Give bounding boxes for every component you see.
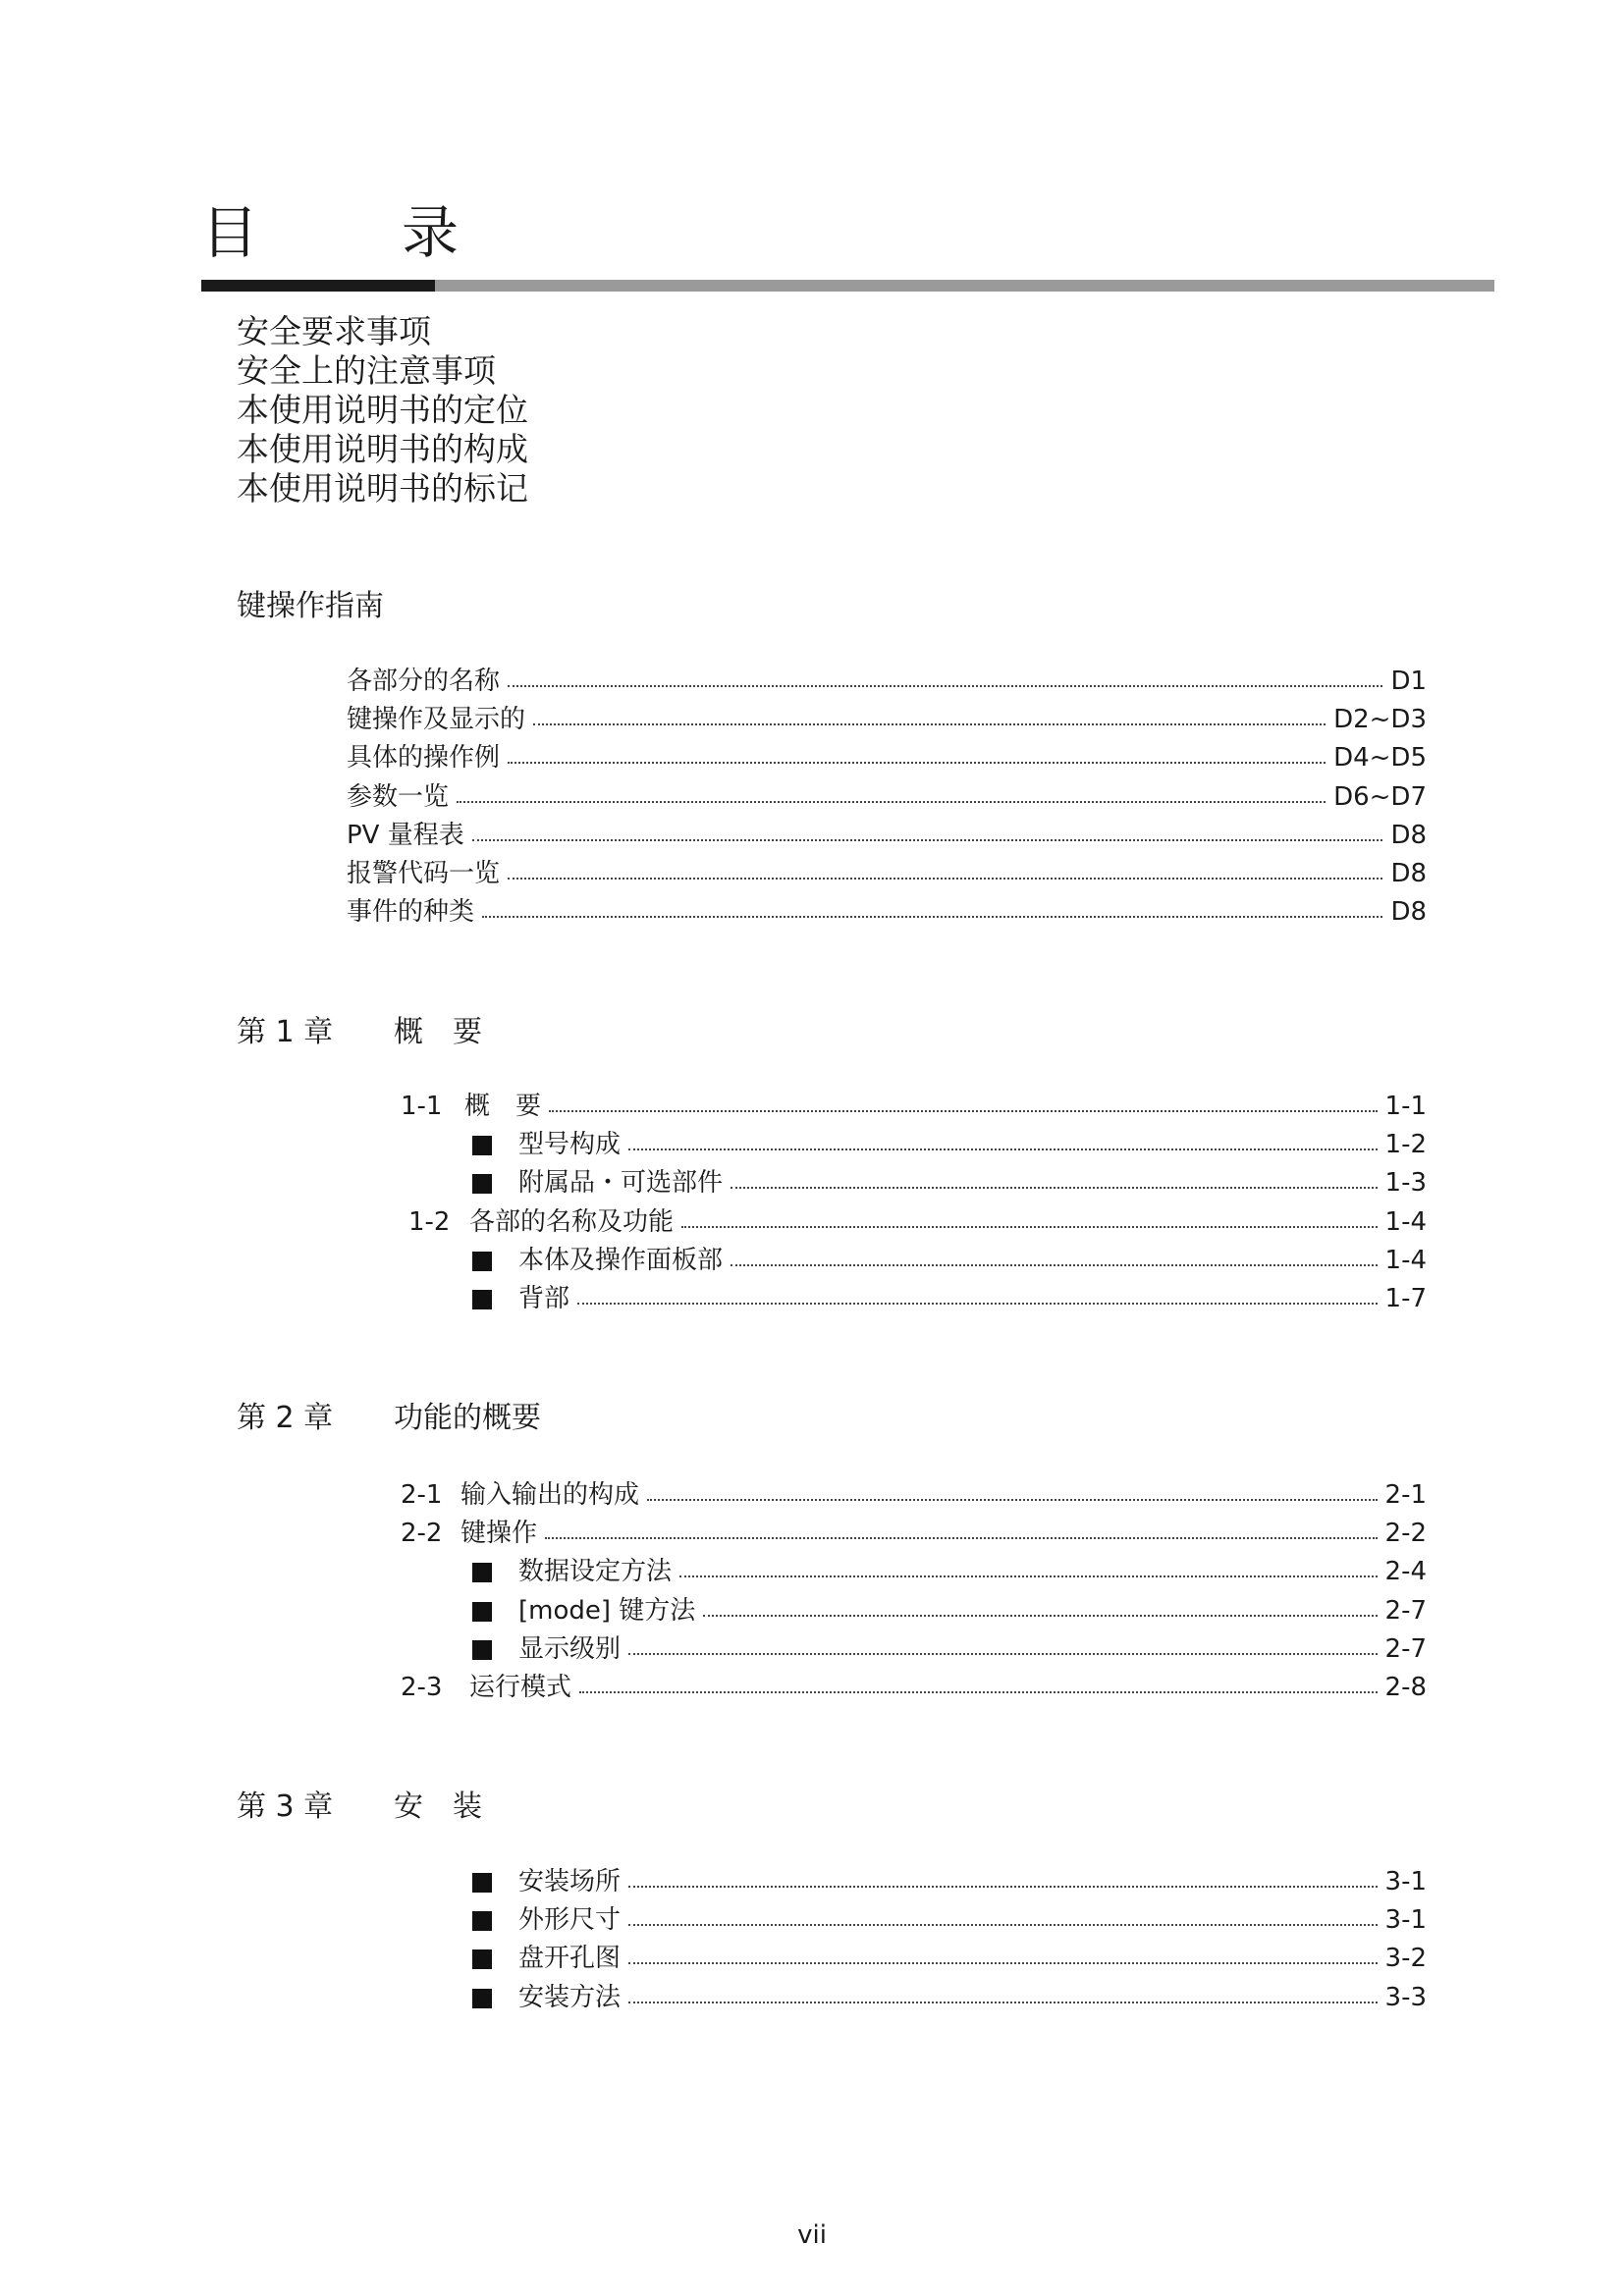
dot-leader <box>628 1148 1378 1150</box>
toc-page-number: D4~D5 <box>1333 743 1427 774</box>
toc-entry-label: 安装方法 <box>518 1982 622 2012</box>
bullet-square-icon <box>472 1174 492 1194</box>
toc-entry-label: 输入输出的构成 <box>460 1480 640 1510</box>
toc-page-number: 2-7 <box>1384 1633 1427 1664</box>
toc-page-number: 2-4 <box>1384 1557 1427 1587</box>
bullet-square-icon <box>472 1873 492 1893</box>
dot-leader <box>482 916 1382 918</box>
toc-entry-label: 外形尺寸 <box>518 1905 622 1936</box>
dot-leader <box>731 1264 1378 1266</box>
toc-page-number: 3-3 <box>1384 1982 1427 2012</box>
toc-page-number: 1-2 <box>1384 1130 1427 1160</box>
toc-entry[interactable] <box>0 1088 1624 1126</box>
chapter-title: 功能的概要 <box>394 1401 541 1435</box>
dot-leader <box>628 1886 1378 1888</box>
toc-entry-label: 各部的名称及功能 <box>469 1206 675 1237</box>
toc-page-number: 1-4 <box>1384 1206 1427 1237</box>
dot-leader <box>628 1653 1378 1655</box>
toc-page-number: 1-4 <box>1384 1245 1427 1275</box>
front-matter-item[interactable]: 本使用说明书的定位 <box>237 391 528 429</box>
toc-page-number: 1-1 <box>1384 1092 1427 1121</box>
toc-entry[interactable] <box>0 1242 1624 1280</box>
section-number: 1-2 <box>408 1206 451 1237</box>
front-matter-item[interactable]: 安全上的注意事项 <box>237 351 496 390</box>
toc-page-number: D6~D7 <box>1333 781 1427 812</box>
toc-entry[interactable] <box>0 1863 1624 1901</box>
bullet-square-icon <box>472 1563 492 1582</box>
bullet-square-icon <box>472 1911 492 1931</box>
toc-entry[interactable] <box>0 663 1624 701</box>
toc-entry[interactable] <box>0 1901 1624 1940</box>
page-title: 目 录 <box>201 199 503 266</box>
toc-entry-label: 盘开孔图 <box>518 1944 622 1974</box>
dot-leader <box>577 1303 1378 1305</box>
toc-page-number: 3-1 <box>1384 1867 1427 1896</box>
toc-entry[interactable] <box>0 1476 1624 1515</box>
toc-entry-label: 参数一览 <box>347 781 450 812</box>
toc-page-number: 3-2 <box>1384 1944 1427 1974</box>
toc-entry[interactable] <box>0 1280 1624 1318</box>
front-matter-item[interactable]: 本使用说明书的标记 <box>237 469 528 507</box>
toc-entry-label: 数据设定方法 <box>518 1557 673 1587</box>
dot-leader <box>628 1924 1378 1926</box>
toc-entry[interactable] <box>0 893 1624 932</box>
toc-entry-label: 显示级别 <box>518 1633 622 1664</box>
toc-entry[interactable] <box>0 701 1624 739</box>
front-matter-item[interactable]: 本使用说明书的构成 <box>237 430 528 468</box>
toc-entry[interactable] <box>0 817 1624 855</box>
toc-entry-label: 附属品・可选部件 <box>518 1168 724 1199</box>
dot-leader <box>545 1537 1378 1539</box>
page-number: vii <box>797 2220 827 2250</box>
chapter-label: 第 1 章 <box>237 1015 334 1049</box>
toc-page-number: 2-2 <box>1384 1519 1427 1549</box>
front-matter-list <box>237 312 528 508</box>
toc-page-number: D8 <box>1390 820 1427 850</box>
toc-page-number: D8 <box>1390 859 1427 888</box>
chapter-2-heading <box>237 1401 541 1435</box>
toc-entry-label: 概 要 <box>464 1092 542 1121</box>
dot-leader <box>508 685 1382 687</box>
toc-entry-label: 型号构成 <box>518 1130 622 1160</box>
toc-entry-label: 本体及操作面板部 <box>518 1245 724 1275</box>
section-title: 键操作指南 <box>237 589 384 623</box>
toc-entry[interactable] <box>0 778 1624 817</box>
bullet-square-icon <box>472 1949 492 1969</box>
toc-entry[interactable] <box>0 1553 1624 1591</box>
section-number: 2-2 <box>401 1519 443 1549</box>
toc-page-number: 3-1 <box>1384 1905 1427 1936</box>
section-number: 1-1 <box>401 1092 443 1121</box>
dot-leader <box>628 2002 1378 2003</box>
title-rule-gray <box>435 280 1494 292</box>
toc-entry[interactable] <box>0 1592 1624 1630</box>
dot-leader <box>579 1691 1378 1693</box>
toc-entry[interactable] <box>0 1940 1624 1978</box>
bullet-square-icon <box>472 1252 492 1271</box>
toc-page-number: D2~D3 <box>1333 705 1427 735</box>
section-number: 2-3 <box>401 1673 443 1702</box>
toc-entry-label: 安装场所 <box>518 1867 622 1896</box>
toc-entry[interactable] <box>0 1126 1624 1164</box>
toc-page-number: D1 <box>1390 667 1427 696</box>
toc-entry[interactable] <box>0 1164 1624 1202</box>
chapter-label: 第 3 章 <box>237 1789 334 1824</box>
toc-page-number: 2-8 <box>1384 1673 1427 1702</box>
dot-leader <box>533 723 1326 725</box>
dot-leader <box>679 1575 1378 1577</box>
toc-entry[interactable] <box>0 1979 1624 2017</box>
toc-entry-label: 背部 <box>518 1284 570 1313</box>
bullet-square-icon <box>472 1989 492 2008</box>
chapter-title: 安 装 <box>394 1789 482 1824</box>
key-guide-heading <box>237 589 384 623</box>
toc-page-number: 2-7 <box>1384 1595 1427 1626</box>
chapter-3-heading <box>237 1789 482 1824</box>
bullet-square-icon <box>472 1602 492 1622</box>
title-rule-dark <box>201 280 435 292</box>
toc-entry[interactable] <box>0 1669 1624 1707</box>
toc-entry-label: 报警代码一览 <box>347 859 501 888</box>
dot-leader <box>508 878 1382 880</box>
chapter-label: 第 2 章 <box>237 1401 334 1435</box>
dot-leader <box>472 839 1383 841</box>
toc-page-number: D8 <box>1390 897 1427 928</box>
chapter-title: 概 要 <box>394 1015 482 1049</box>
toc-entry[interactable] <box>0 1515 1624 1553</box>
toc-entry-label: 键操作 <box>460 1519 538 1549</box>
section-number: 2-1 <box>401 1480 443 1510</box>
dot-leader <box>681 1226 1378 1228</box>
bullet-square-icon <box>472 1136 492 1155</box>
dot-leader <box>731 1187 1378 1189</box>
toc-page-number: 1-3 <box>1384 1168 1427 1199</box>
dot-leader <box>508 762 1326 764</box>
toc-entry[interactable] <box>0 1630 1624 1669</box>
bullet-square-icon <box>472 1290 492 1309</box>
dot-leader <box>628 1962 1378 1964</box>
dot-leader <box>549 1110 1378 1112</box>
bullet-square-icon <box>472 1640 492 1660</box>
toc-entry[interactable] <box>0 1203 1624 1242</box>
front-matter-item[interactable]: 安全要求事项 <box>237 312 431 350</box>
chapter-1-heading <box>237 1015 482 1049</box>
toc-entry-label: 事件的种类 <box>347 897 475 928</box>
dot-leader <box>647 1499 1378 1501</box>
dot-leader <box>703 1615 1377 1617</box>
toc-entry-label: 各部分的名称 <box>347 667 501 696</box>
toc-entry-label: 具体的操作例 <box>347 743 501 774</box>
toc-entry[interactable] <box>0 739 1624 777</box>
toc-entry-label: PV 量程表 <box>347 820 464 850</box>
toc-entry-label: [mode] 键方法 <box>518 1595 696 1626</box>
toc-entry-label: 键操作及显示的 <box>347 705 526 735</box>
toc-page-number: 2-1 <box>1384 1480 1427 1510</box>
toc-page-number: 1-7 <box>1384 1284 1427 1313</box>
dot-leader <box>457 801 1326 803</box>
toc-entry[interactable] <box>0 855 1624 893</box>
toc-entry-label: 运行模式 <box>469 1673 572 1702</box>
